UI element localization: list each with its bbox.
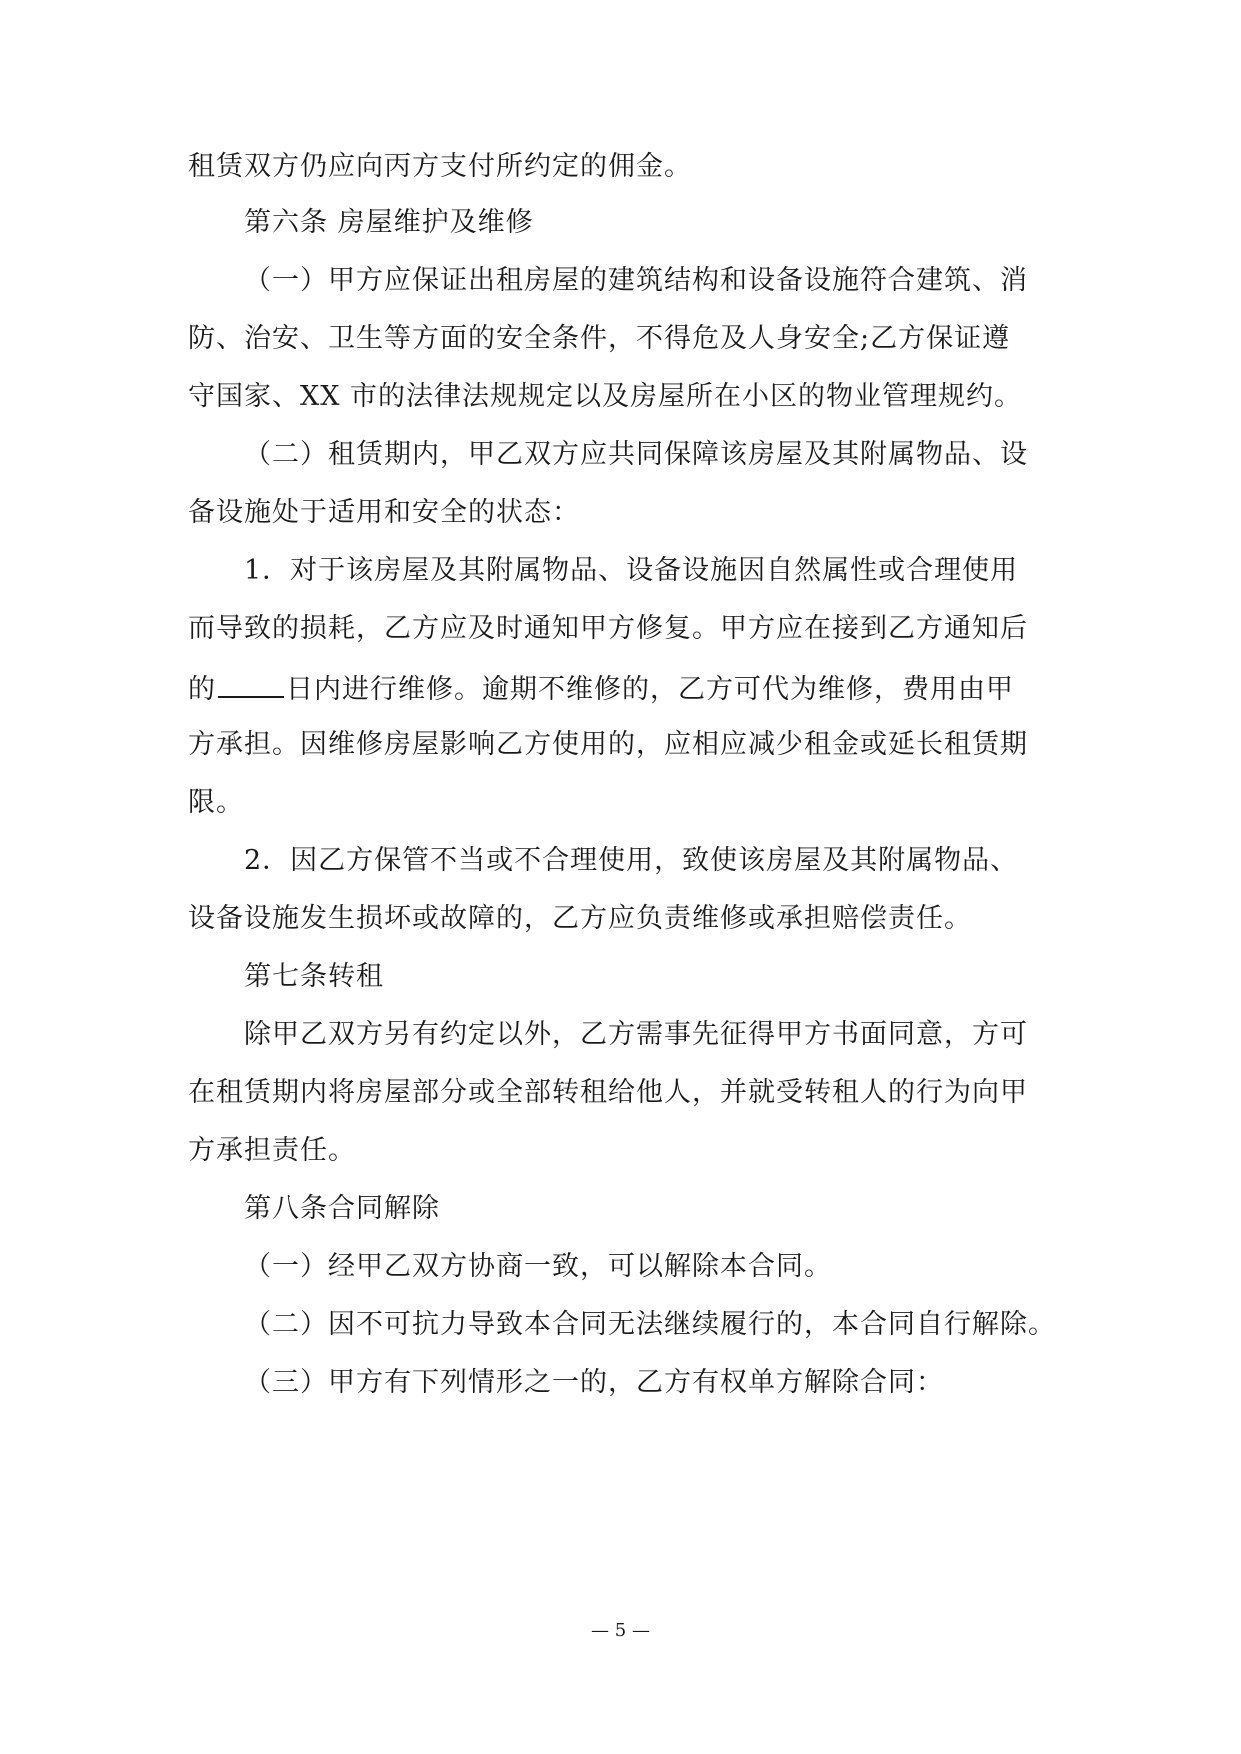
section-heading-article-8: 第八条合同解除	[244, 1193, 440, 1224]
section-heading-article-6: 第六条 房屋维护及维修	[244, 207, 534, 238]
paragraph-line: 在租赁期内将房屋部分或全部转租给他人，并就受转租人的行为向甲	[188, 1077, 1028, 1108]
paragraph-line: 1．对于该房屋及其附属物品、设备设施因自然属性或合理使用	[244, 555, 1019, 586]
paragraph-line: 限。	[188, 787, 244, 818]
paragraph-line: 方承担责任。	[188, 1135, 356, 1166]
paragraph-line: 防、治安、卫生等方面的安全条件，不得危及人身安全;乙方保证遵	[188, 323, 1011, 354]
paragraph-line: （一）经甲乙双方协商一致，可以解除本合同。	[244, 1251, 832, 1282]
paragraph-line: 而导致的损耗，乙方应及时通知甲方修复。甲方应在接到乙方通知后	[188, 613, 1028, 644]
paragraph-line: 租赁双方仍应向丙方支付所约定的佣金。	[188, 151, 692, 182]
paragraph-line: 守国家、XX 市的法律法规规定以及房屋所在小区的物业管理规约。	[188, 381, 1023, 412]
paragraph-line: 备设施处于适用和安全的状态：	[188, 497, 580, 528]
paragraph-line: （三）甲方有下列情形之一的，乙方有权单方解除合同：	[244, 1367, 944, 1398]
section-heading-article-7: 第七条转租	[244, 961, 384, 992]
paragraph-line: （二）因不可抗力导致本合同无法继续履行的，本合同自行解除。	[244, 1309, 1056, 1340]
fill-in-blank	[218, 670, 284, 698]
paragraph-line: （二）租赁期内，甲乙双方应共同保障该房屋及其附属物品、设	[244, 439, 1028, 470]
line-suffix: 日内进行维修。逾期不维修的，乙方可代为维修，费用由甲	[286, 674, 1014, 705]
paragraph-line-with-blank	[188, 670, 1088, 707]
paragraph-line: 2．因乙方保管不当或不合理使用，致使该房屋及其附属物品、	[244, 845, 1019, 876]
paragraph-line: 方承担。因维修房屋影响乙方使用的，应相应减少租金或延长租赁期	[188, 729, 1028, 760]
page-number: — 5 —	[591, 1620, 650, 1641]
paragraph-line: （一）甲方应保证出租房屋的建筑结构和设备设施符合建筑、消	[244, 265, 1028, 296]
paragraph-line: 除甲乙双方另有约定以外，乙方需事先征得甲方书面同意，方可	[244, 1019, 1028, 1050]
line-prefix: 的	[188, 674, 216, 705]
paragraph-line: 设备设施发生损坏或故障的，乙方应负责维修或承担赔偿责任。	[188, 903, 972, 934]
